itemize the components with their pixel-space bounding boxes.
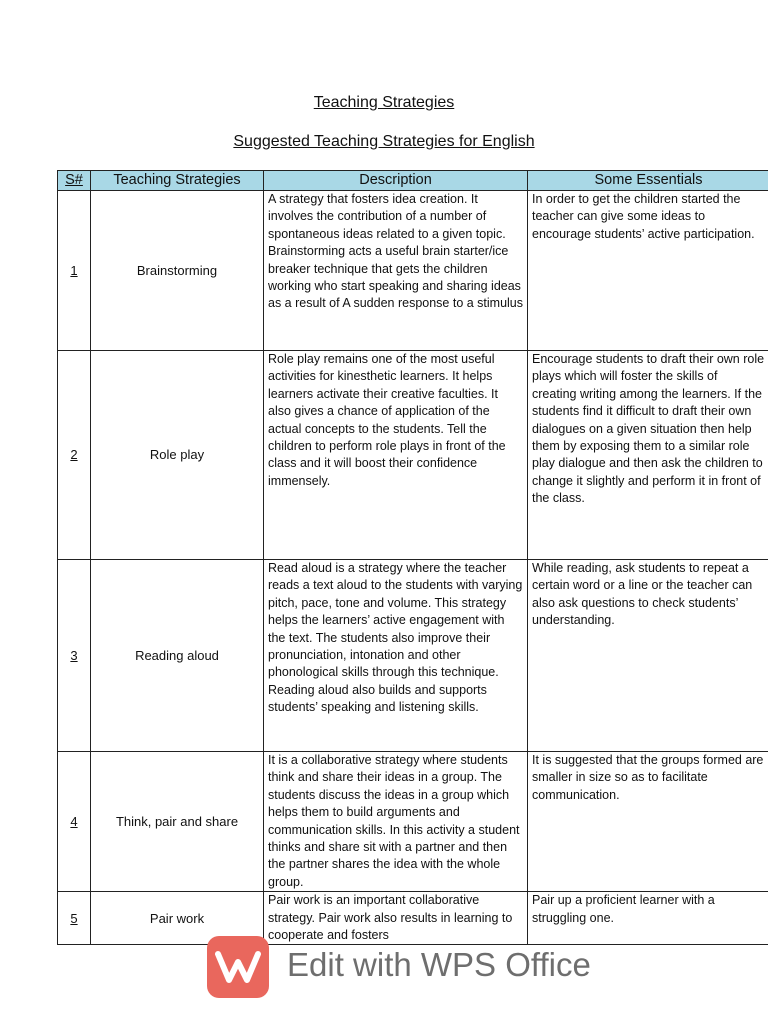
row-number: 4 bbox=[58, 752, 91, 892]
row-description: Pair work is an important collaborative strategy. Pair work also results in learning to cooperate and fosters bbox=[264, 892, 528, 945]
wps-logo-icon bbox=[207, 936, 269, 998]
page-subtitle: Suggested Teaching Strategies for English bbox=[233, 133, 535, 150]
table-header-row bbox=[58, 171, 768, 191]
row-number: 5 bbox=[58, 892, 91, 945]
row-strategy: Think, pair and share bbox=[91, 752, 264, 892]
header-description: Description bbox=[264, 171, 528, 191]
row-description: Read aloud is a strategy where the teacher reads a text aloud to the students with varying pitch, pace, tone and volume. This strategy helps the learners’ active engagement with the text. The students also improve their pronunciation, intonation and other phonological skills through this technique. Reading aloud also builds and supports students’ speaking and listening skills. bbox=[264, 560, 528, 752]
wps-footer-banner[interactable] bbox=[207, 934, 627, 1002]
row-number: 1 bbox=[58, 191, 91, 351]
header-serial: S# bbox=[58, 171, 91, 191]
row-strategy: Pair work bbox=[91, 892, 264, 945]
row-description: It is a collaborative strategy where students think and share their ideas in a group. The students discuss the ideas in a group which helps them to build arguments and communication skills. In this activity a student thinks and share sit with a partner and then the partner shares the idea with the whole group. bbox=[264, 752, 528, 892]
table-row bbox=[58, 560, 768, 752]
row-description: Role play remains one of the most useful activities for kinesthetic learners. It helps learners activate their creative faculties. It also gives a chance of application of the actual concepts to the students. Tell the children to perform role plays in front of the class and it will boost their confidence immensely. bbox=[264, 351, 528, 560]
row-strategy: Role play bbox=[91, 351, 264, 560]
row-essentials: While reading, ask students to repeat a certain word or a line or the teacher can also ask questions to check students’ understanding. bbox=[528, 560, 768, 752]
header-essentials: Some Essentials bbox=[528, 171, 768, 191]
row-essentials: It is suggested that the groups formed are smaller in size so as to facilitate communication. bbox=[528, 752, 768, 892]
row-strategy: Brainstorming bbox=[91, 191, 264, 351]
strategies-table bbox=[57, 170, 768, 945]
row-essentials: Encourage students to draft their own role plays which will foster the skills of creating writing among the learners. If the students find it difficult to draft their own dialogues on a given situation then help them by exposing them to a similar role play dialogue and then ask the children to change it slightly and perform it in front of the class. bbox=[528, 351, 768, 560]
row-number: 3 bbox=[58, 560, 91, 752]
page-title: Teaching Strategies bbox=[313, 94, 455, 111]
table-row bbox=[58, 191, 768, 351]
row-strategy: Reading aloud bbox=[91, 560, 264, 752]
wps-brand-text: Edit with WPS Office bbox=[287, 946, 591, 983]
table-row bbox=[58, 752, 768, 892]
row-essentials: In order to get the children started the teacher can give some ideas to encourage students’ active participation. bbox=[528, 191, 768, 351]
table-row bbox=[58, 351, 768, 560]
row-essentials: Pair up a proficient learner with a struggling one. bbox=[528, 892, 768, 945]
header-strategy: Teaching Strategies bbox=[91, 171, 264, 191]
row-number: 2 bbox=[58, 351, 91, 560]
row-description: A strategy that fosters idea creation. It involves the contribution of a number of spontaneous ideas related to a given topic. Brainstorming acts a useful brain starter/ice breaker technique that gets the children working who start speaking and sharing ideas as a result of A sudden response to a stimulus bbox=[264, 191, 528, 351]
